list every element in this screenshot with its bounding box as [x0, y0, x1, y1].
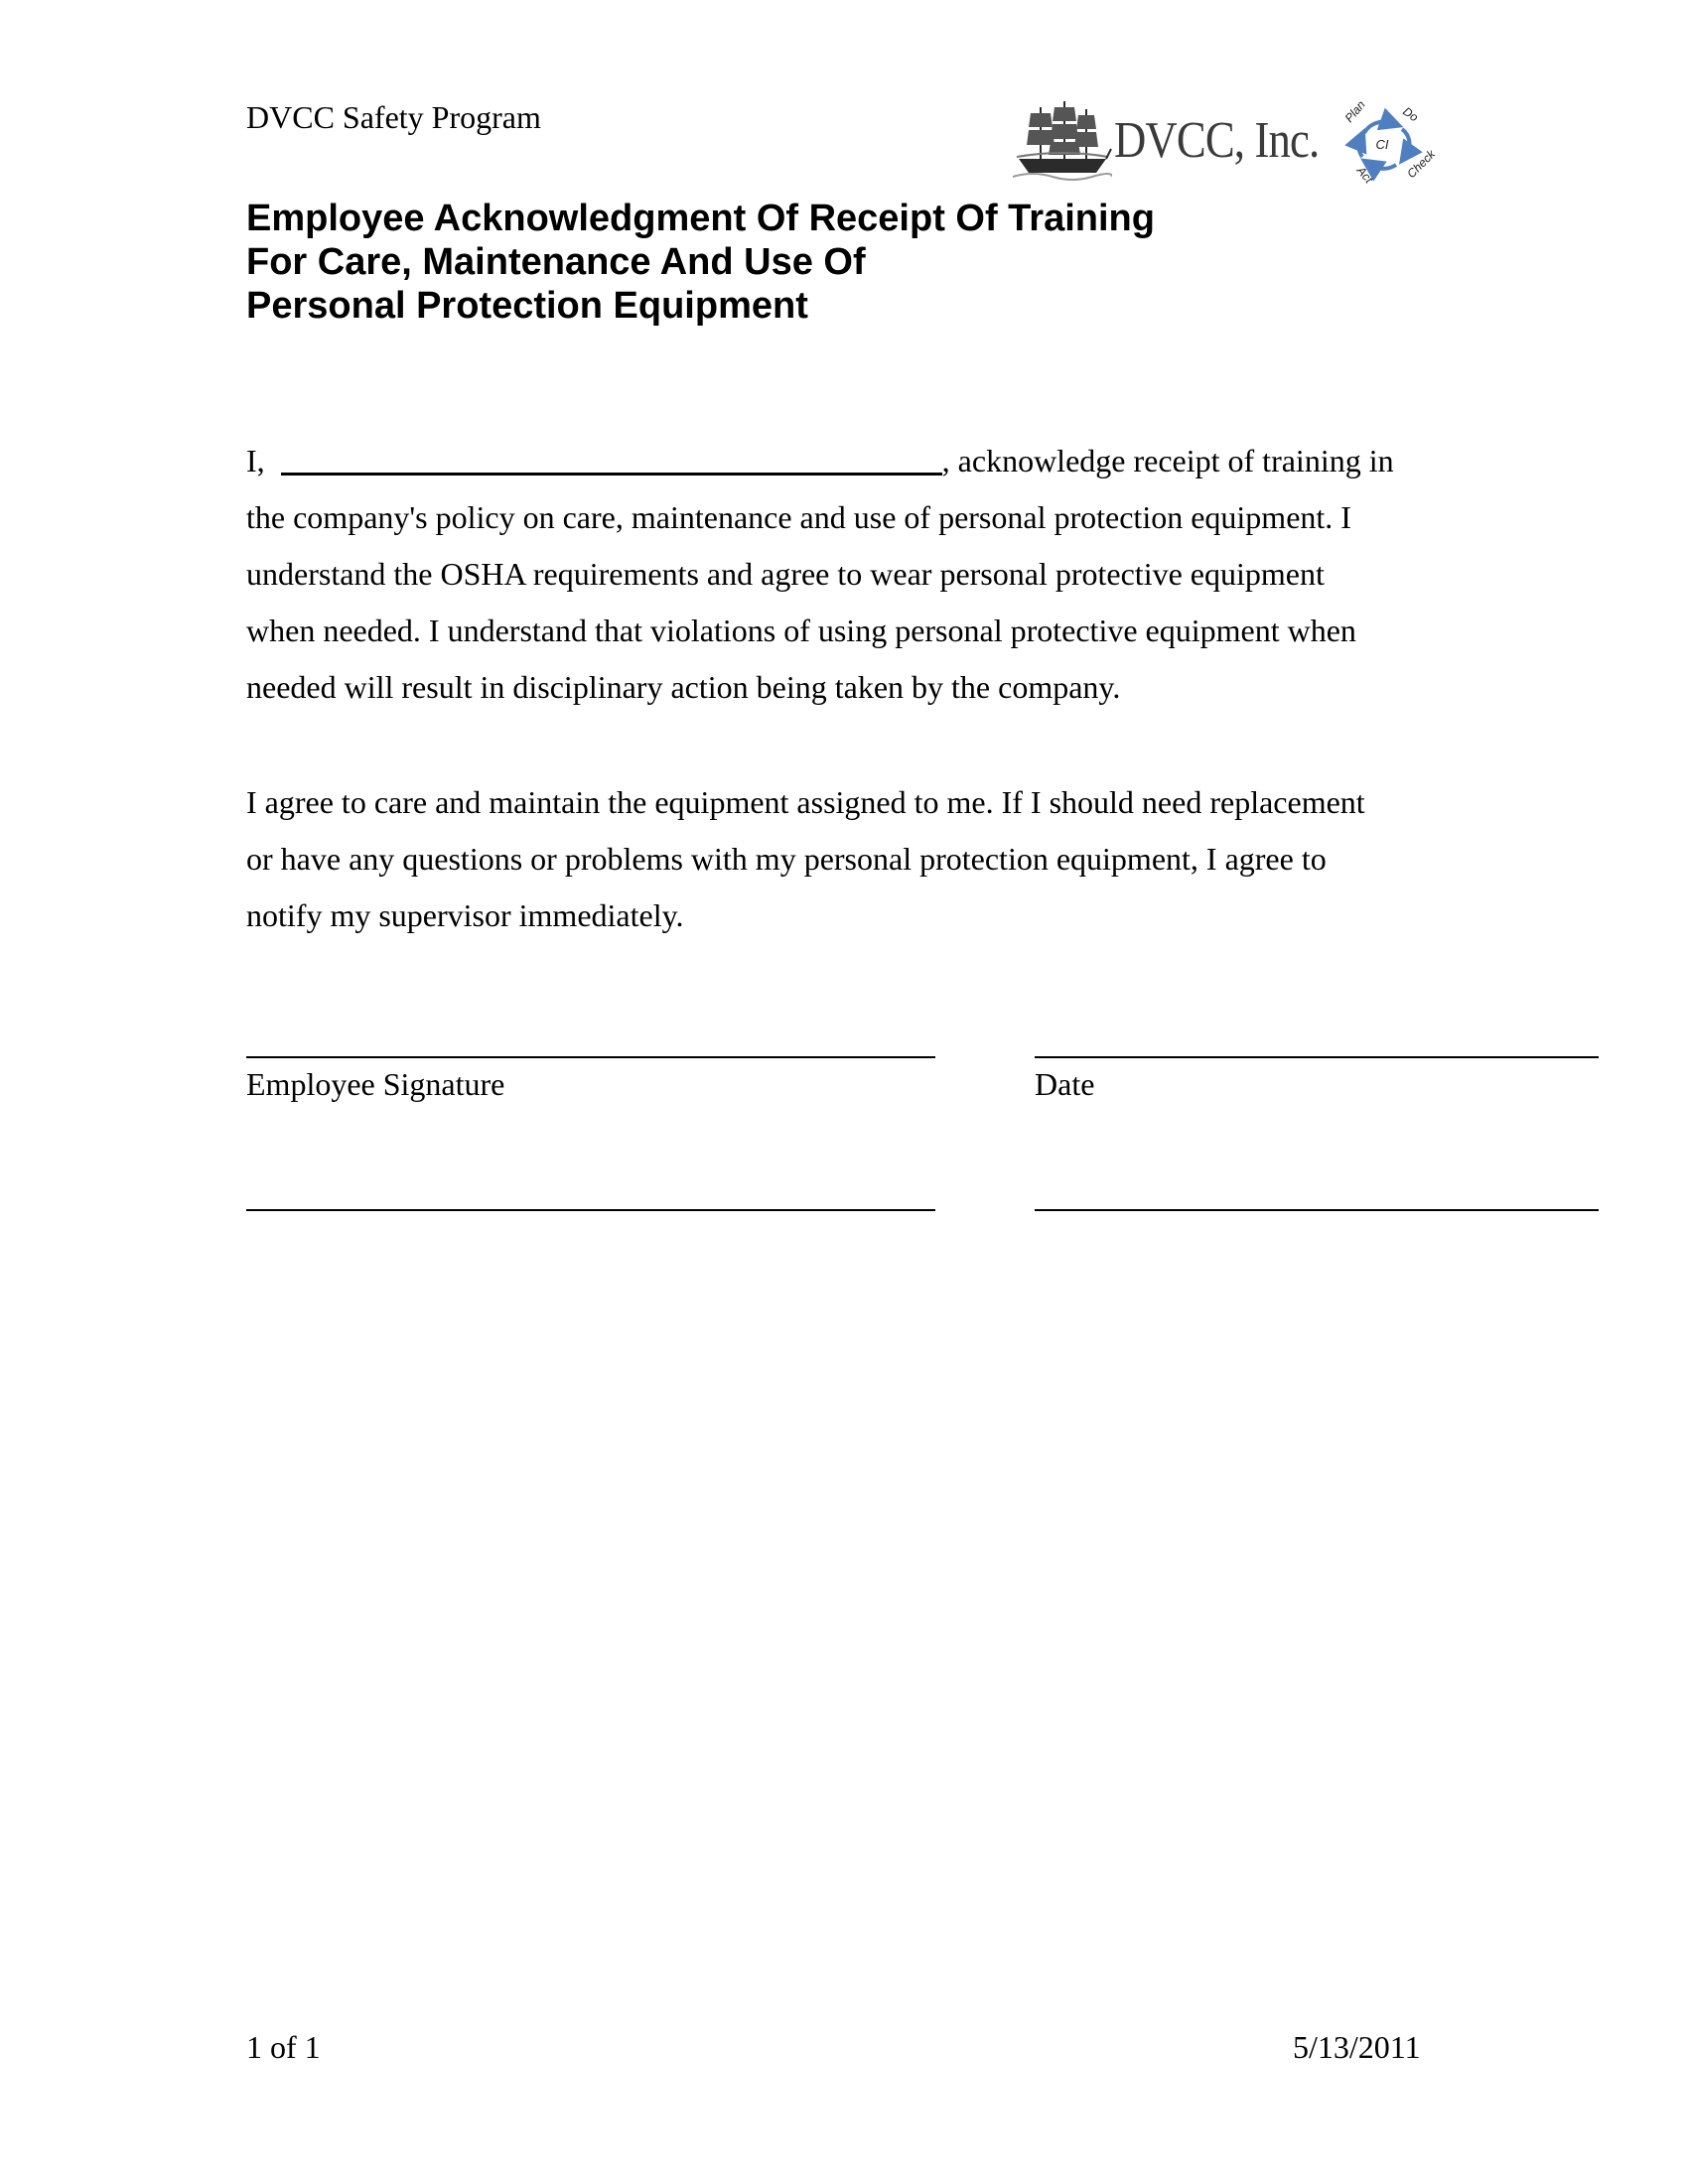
paragraph2-line-2: or have any questions or problems with my personal protection equipment, I agree to: [246, 841, 1327, 877]
pdca-act-label: Act: [1353, 163, 1376, 187]
date-line[interactable]: [1035, 1056, 1599, 1058]
paragraph1-line-5: needed will result in disciplinary action being taken by the company.: [246, 669, 1121, 705]
ship-icon: [1013, 99, 1112, 183]
pdca-do-label: Do: [1400, 103, 1421, 125]
employee-signature-label: Employee Signature: [246, 1066, 505, 1102]
title-line-2: For Care, Maintenance And Use Of: [246, 241, 866, 283]
company-logo: [1013, 93, 1440, 189]
pdca-plan-label: Plan: [1341, 97, 1368, 125]
document-title: [246, 197, 1155, 328]
paragraph1-line-1: [246, 433, 1468, 489]
acknowledgment-paragraph: [246, 433, 1468, 716]
pdca-check-label: Check: [1404, 147, 1439, 182]
program-label: DVCC Safety Program: [246, 99, 541, 135]
footer-date: 5/13/2011: [1293, 2029, 1421, 2065]
title-line-1: Employee Acknowledgment Of Receipt Of Training: [246, 198, 1155, 239]
paragraph1-line-1-tail: , acknowledge receipt of training in: [941, 443, 1394, 478]
paragraph2-line-3: notify my supervisor immediately.: [246, 897, 684, 933]
date-label: Date: [1035, 1066, 1095, 1102]
paragraph1-lead: I,: [246, 443, 273, 478]
second-date-line[interactable]: [1035, 1209, 1599, 1211]
pdca-cycle-icon: [1331, 93, 1440, 189]
paragraph1-line-3: understand the OSHA requirements and agree to wear personal protective equipment: [246, 556, 1325, 592]
second-signature-line[interactable]: [246, 1209, 935, 1211]
title-line-3: Personal Protection Equipment: [246, 285, 808, 327]
paragraph1-line-4: when needed. I understand that violations of using personal protective equipment when: [246, 613, 1356, 648]
employee-name-blank[interactable]: [281, 433, 942, 476]
paragraph2-line-1: I agree to care and maintain the equipment assigned to me. If I should need replacement: [246, 784, 1365, 820]
logo-company-name: DVCC, Inc.: [1114, 112, 1320, 169]
page-indicator: 1 of 1: [246, 2029, 321, 2065]
pdca-center-label: CI: [1375, 137, 1389, 152]
employee-signature-line[interactable]: [246, 1056, 935, 1058]
paragraph1-line-2: the company's policy on care, maintenance and use of personal protection equipment. I: [246, 499, 1351, 535]
care-agreement-paragraph: [246, 774, 1468, 944]
